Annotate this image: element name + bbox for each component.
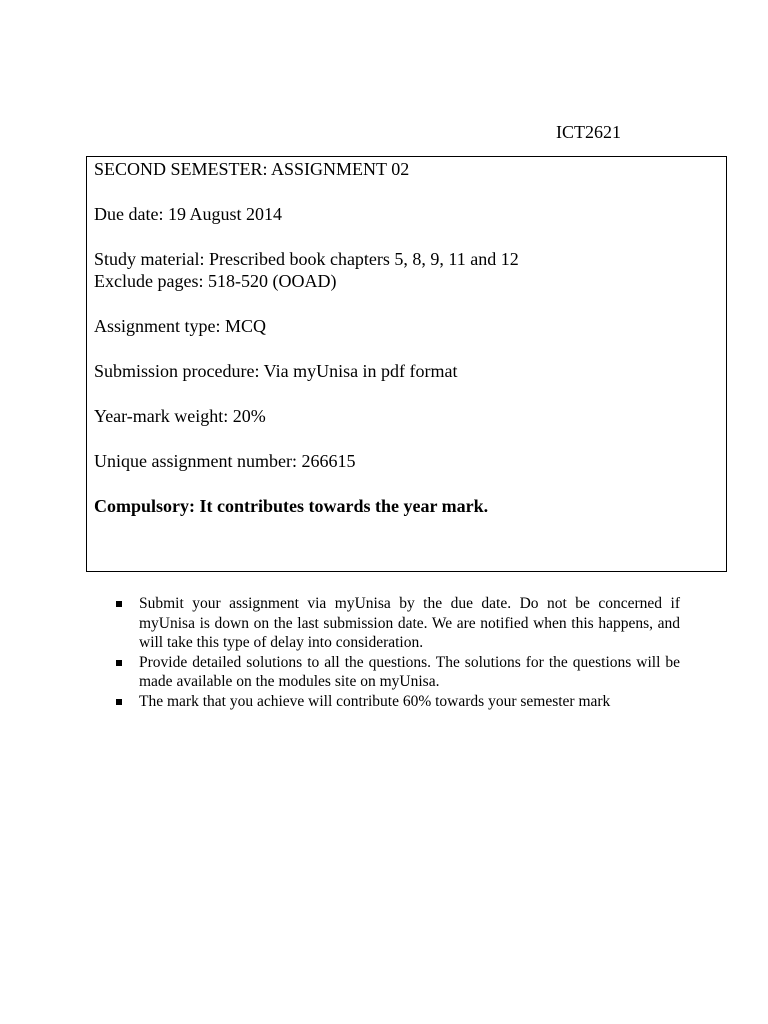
submission-procedure: Submission procedure: Via myUnisa in pdf format: [94, 361, 458, 381]
instructions-list: [112, 594, 680, 712]
assignment-info-box: [86, 156, 727, 572]
unique-assignment-number: Unique assignment number: 266615: [94, 451, 356, 471]
instruction-item: [112, 653, 680, 692]
instruction-item: [112, 692, 680, 712]
excluded-pages: Exclude pages: 518-520 (OOAD): [94, 271, 337, 291]
compulsory-notice: Compulsory: It contributes towards the year mark.: [94, 496, 489, 516]
year-mark-weight: Year-mark weight: 20%: [94, 406, 266, 426]
square-bullet-icon: [116, 601, 122, 607]
course-code: ICT2621: [556, 122, 621, 142]
square-bullet-icon: [116, 699, 122, 705]
semester-assignment-title: SECOND SEMESTER: ASSIGNMENT 02: [94, 159, 410, 179]
instruction-text: Submit your assignment via myUnisa by the due date. Do not be concerned if myUnisa is down on the last submission date. We are notified when this happens, and will take this type of delay into consideration.: [139, 595, 680, 652]
study-material: Study material: Prescribed book chapters 5, 8, 9, 11 and 12: [94, 249, 519, 269]
instruction-text: The mark that you achieve will contribute 60% towards your semester mark: [139, 692, 611, 710]
assignment-type: Assignment type: MCQ: [94, 316, 267, 336]
due-date: Due date: 19 August 2014: [94, 204, 282, 224]
square-bullet-icon: [116, 660, 122, 666]
instruction-item: [112, 594, 680, 653]
instruction-text: Provide detailed solutions to all the questions. The solutions for the questions will be made available on the modules site on myUnisa.: [139, 653, 680, 691]
